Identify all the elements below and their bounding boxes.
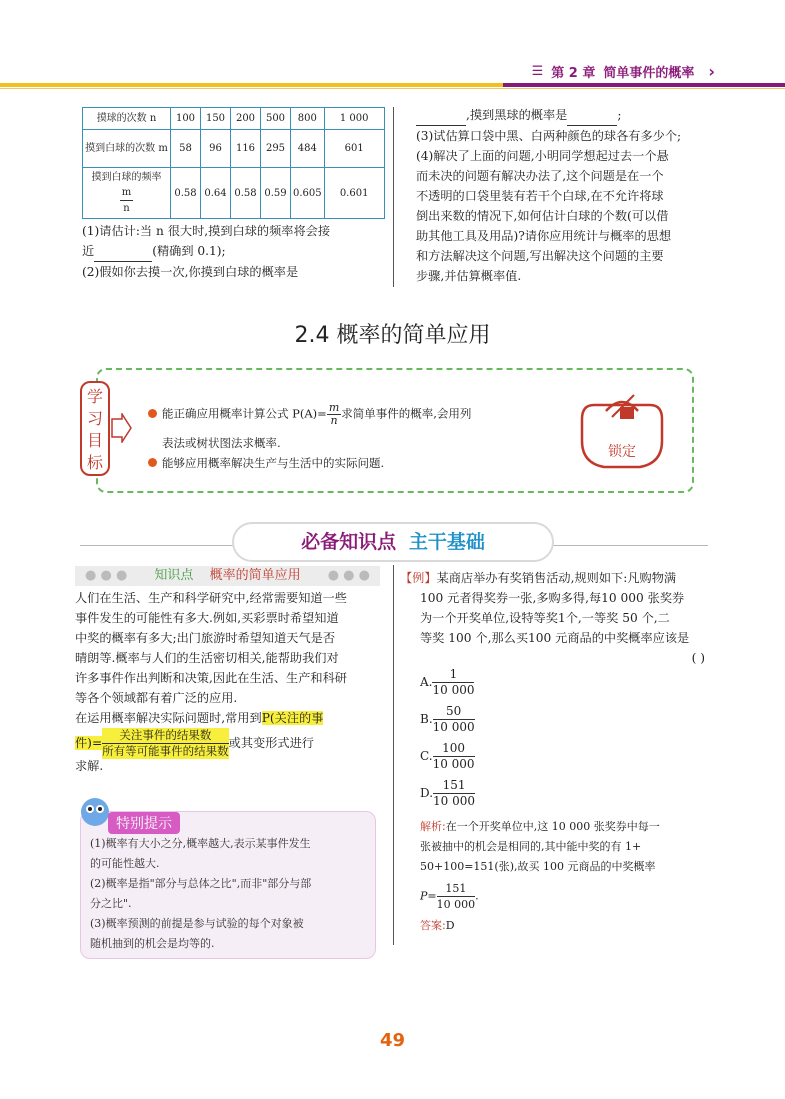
frac-den: 所有等可能事件的结果数 [102, 744, 229, 758]
option-b[interactable] [420, 701, 475, 738]
header-rule-purple [503, 83, 785, 87]
learning-goals-tab [80, 381, 110, 476]
frac-den: 10 000 [432, 720, 475, 734]
table-cell: 150 [201, 108, 231, 130]
frac-num: m [328, 401, 340, 414]
question-4-line: (4)解决了上面的问题,小明同学想起过去一个悬 [416, 149, 669, 163]
frac-den: 10 000 [436, 898, 476, 911]
analysis-line-1 [420, 817, 715, 837]
option-fraction [432, 667, 474, 698]
frac-num: 100 [433, 741, 475, 757]
table-cell: 0.58 [171, 168, 201, 219]
tip-line: (3)概率预测的前提是参与试验的每个对象被 [90, 917, 304, 930]
table-row [83, 168, 385, 219]
example-line: 100 元者得奖券一张,多购多得,每10 000 张奖券 [420, 591, 685, 605]
table-cell: 295 [261, 130, 291, 168]
example-tag: 【例】 [400, 571, 437, 585]
lock-target-badge [576, 385, 668, 475]
text-line: 等各个领域都有着广泛的应用. [75, 691, 238, 705]
text: 某商店举办有奖销售活动,规则如下:凡购物满 [436, 571, 677, 585]
text-line: 许多事件作出判断和决策,因此在生活、生产和科研 [75, 671, 347, 685]
answer-value: D [445, 919, 455, 932]
text: 在一个开奖单位中,这 10 000 张奖券中每一 [445, 820, 660, 833]
text-line: 晴朗等.概率与人们的生活密切相关,能帮助我们对 [75, 651, 339, 665]
analysis-block [420, 817, 715, 936]
frac-den: 10 000 [432, 683, 475, 697]
frac-den: 10 000 [432, 757, 475, 771]
options [420, 664, 475, 812]
option-label: B. [420, 712, 433, 726]
table-cell: 800 [291, 108, 325, 130]
table-cell: 100 [171, 108, 201, 130]
analysis-label: 解析: [420, 820, 446, 833]
answer-blank[interactable] [94, 241, 152, 262]
option-fraction [433, 741, 475, 772]
knowledge-text [75, 588, 385, 776]
table-header-cell: 摸到白球的次数 m [83, 130, 171, 168]
formula-line-1 [75, 708, 385, 728]
frac-num: m [120, 185, 133, 201]
highlight: 件)= [75, 736, 103, 750]
analysis-result [420, 881, 715, 912]
example-line: 为一个开奖单位,设特等奖1个,一等奖 50 个,二 [420, 611, 670, 625]
option-label: A. [420, 675, 433, 689]
header-rule-thin [0, 88, 785, 89]
bullet-icon [148, 409, 157, 418]
table-row [83, 130, 385, 168]
question-1-line2 [82, 241, 382, 262]
formula-fraction [102, 728, 229, 759]
frac-num: 50 [433, 704, 475, 720]
goal-list [148, 402, 578, 473]
tip-line: (1)概率有大小之分,概率越大,表示某事件发生 [90, 837, 311, 850]
formula-line-2 [75, 728, 385, 756]
answer-blank[interactable] [567, 105, 617, 126]
option-fraction [433, 778, 475, 809]
question-4-line: 步骤,并估算概率值. [416, 269, 522, 283]
option-a[interactable] [420, 664, 475, 701]
table-cell: 0.64 [201, 168, 231, 219]
question-4-line: 而未决的问题有解决办法了,这个问题是在一个 [416, 169, 664, 183]
frac-num: 关注事件的结果数 [102, 728, 229, 744]
chevron-right-icon[interactable]: › [708, 62, 715, 81]
option-c[interactable] [420, 738, 475, 775]
bullet-icon [148, 458, 157, 467]
question-2-cont [416, 105, 716, 126]
question-4-line: 助其他工具及用品)?请你应用统计与概率的思想 [416, 229, 672, 243]
arrow-icon [110, 413, 132, 443]
tip-content [90, 834, 370, 954]
band-title-1: 必备知识点 [301, 531, 397, 553]
text: P= [420, 889, 437, 903]
text: 在运用概率解决实际问题时,常用到 [75, 711, 262, 725]
text-line: 中奖的概率有多大;出门旅游时希望知道天气是否 [75, 631, 336, 645]
text: 能正确应用概率计算公式 P(A)= [162, 406, 327, 421]
goal-item-1 [148, 402, 578, 427]
table-cell: 500 [261, 108, 291, 130]
answer-label: 答案: [420, 919, 446, 932]
ball-draw-table [82, 107, 385, 219]
freq-fraction [120, 185, 133, 216]
frac-num: 1 [432, 667, 474, 683]
dots-icon: ● ● ● [327, 568, 370, 583]
table-cell: 58 [171, 130, 201, 168]
section-title: 2.4 概率的简单应用 [294, 323, 491, 348]
example-line: 等奖 100 个,那么买100 元商品的中奖概率应该是 [420, 631, 690, 645]
tip-line: 随机抽到的机会是均等的. [90, 937, 215, 950]
example-block [400, 568, 715, 668]
table-cell: 0.601 [324, 168, 384, 219]
tip-line: 分之比". [90, 897, 132, 910]
dots-icon: ● ● ● [85, 568, 128, 583]
kp-label: 知识点 [154, 568, 194, 583]
section-band [232, 522, 554, 562]
lock-label: 锁定 [608, 444, 636, 460]
column-divider [393, 565, 394, 945]
text-line: 人们在生活、生产和科学研究中,经常需要知道一些 [75, 591, 347, 605]
goal-item-2 [148, 453, 578, 473]
result-fraction [437, 881, 476, 912]
kp-title: 概率的简单应用 [209, 568, 301, 583]
table-cell: 484 [291, 130, 325, 168]
example-line-1 [400, 568, 715, 588]
frac-num: 151 [433, 778, 475, 794]
table-cell: 1 000 [324, 108, 384, 130]
chapter-title: 简单事件的概率 [603, 66, 695, 81]
running-header [532, 62, 715, 81]
table-cell: 116 [231, 130, 261, 168]
table-header-cell: 摸球的次数 n [83, 108, 171, 130]
freq-label: 摸到白球的频率 [91, 172, 162, 183]
question-4-line: 和方法解决这个问题,写出解决这个问题的主要 [416, 249, 664, 263]
list-icon: ☰ [531, 64, 544, 79]
tip-line: (2)概率是指"部分与总体之比",而非"部分与部 [90, 877, 312, 890]
text-line: 求解. [75, 759, 104, 773]
table-row [83, 108, 385, 130]
mascot-icon [78, 795, 112, 829]
tab-char: 习 [86, 409, 103, 428]
text: ,摸到黑球的概率是 [466, 108, 568, 122]
left-questions [82, 221, 382, 282]
question-4-line: 不透明的口袋里装有若干个白球,在不允许将球 [416, 189, 664, 203]
option-fraction [433, 704, 475, 735]
question-3: (3)试估算口袋中黑、白两种颜色的球各有多少个; [416, 129, 682, 143]
tip-title: 特别提示 [108, 812, 180, 834]
analysis-line: 50+100=151(张),故买 100 元商品的中奖概率 [420, 860, 656, 873]
option-label: C. [420, 749, 433, 763]
text: (精确到 0.1); [152, 244, 226, 258]
table-cell: 0.605 [291, 168, 325, 219]
answer-paren: ( ) [691, 651, 705, 665]
text: . [475, 889, 479, 903]
highlight: P(关注的事 [261, 711, 324, 725]
table-cell: 96 [201, 130, 231, 168]
frac-den: n [123, 203, 130, 214]
text: 能够应用概率解决生产与生活中的实际问题. [162, 456, 385, 470]
tab-char: 目 [86, 431, 103, 450]
answer-line [420, 916, 715, 936]
question-4-line: 倒出来数的情况下,如何估计白球的个数(可以借 [416, 209, 669, 223]
text: 求简单事件的概率,会用列 [341, 406, 472, 421]
option-label: D. [420, 786, 434, 800]
tip-line: 的可能性越大. [90, 857, 160, 870]
page-number: 49 [379, 1030, 406, 1051]
text: 或其变形式进行 [228, 736, 314, 750]
goal-item-1-cont: 表法或树状图法求概率. [162, 436, 281, 450]
analysis-line: 张被抽中的机会是相同的,其中能中奖的有 1+ [420, 840, 642, 853]
table-cell: 0.59 [261, 168, 291, 219]
chapter-number: 第 2 章 [551, 66, 596, 81]
question-2: (2)假如你去摸一次,你摸到白球的概率是 [82, 265, 299, 279]
column-divider [393, 107, 394, 287]
text: ; [617, 108, 622, 122]
band-title-2: 主干基础 [408, 531, 485, 553]
formula-fraction [327, 402, 341, 427]
knowledge-point-bar [75, 566, 380, 586]
tab-char: 标 [86, 453, 103, 472]
tab-char: 学 [86, 387, 103, 406]
text-line: 事件发生的可能性有多大.例如,买彩票时希望知道 [75, 611, 339, 625]
table-header-cell [83, 168, 171, 219]
frac-den: 10 000 [433, 794, 476, 808]
text: 近 [82, 244, 95, 258]
right-questions [416, 105, 716, 286]
table-cell: 0.58 [231, 168, 261, 219]
answer-blank[interactable] [416, 105, 466, 126]
option-d[interactable] [420, 775, 475, 812]
question-1-line1: (1)请估计:当 n 很大时,摸到白球的频率将会接 [82, 224, 331, 238]
table-cell: 601 [324, 130, 384, 168]
table-cell: 200 [231, 108, 261, 130]
frac-num: 151 [437, 881, 476, 897]
frac-den: n [330, 414, 338, 427]
